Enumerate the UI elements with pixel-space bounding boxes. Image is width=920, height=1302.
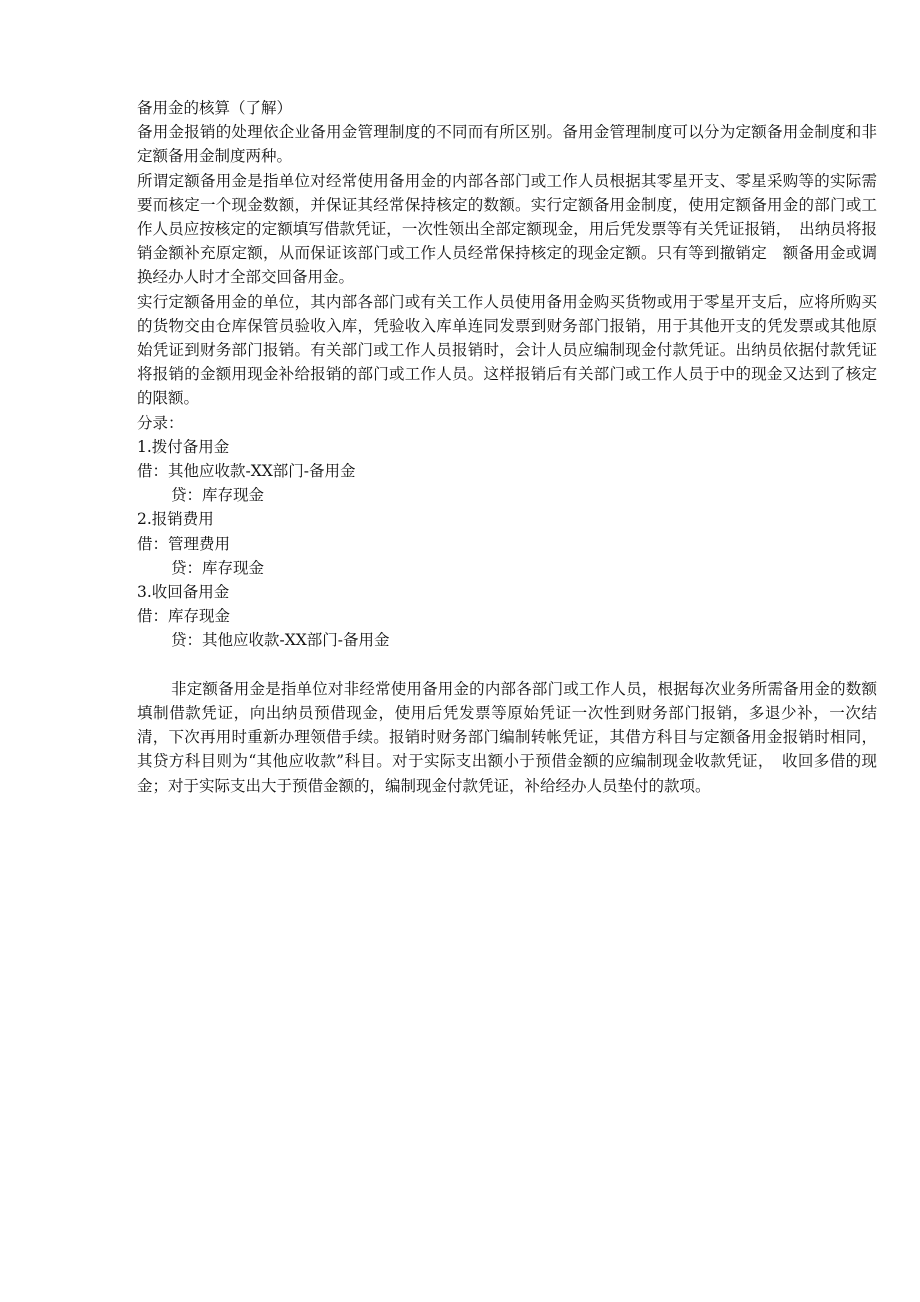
document-title: 备用金的核算（了解） (137, 99, 293, 117)
entry-credit: 贷：库存现金 (171, 558, 265, 577)
entry-credit: 贷：其他应收款-XX部门-备用金 (171, 631, 390, 650)
journal-entry-1 (137, 435, 877, 508)
entry-debit: 借：管理费用 (137, 534, 231, 553)
fixed-imprest-definition: 所谓定额备用金是指单位对经常使用备用金的内部各部门或工作人员根据其零星开支、零星采购等的实际需要而核定一个现金数额，并保证其经常保持核定的数额。实行定额备用金制度，使用定额备用金的部门或工作人员应按核定的定额填写借款凭证，一次性领出全部定额现金，用后凭发票等有关凭证报销， 出纳员将报销金额补充原定额，从而保证该部门或工作人员经常保持核定的现金定额。只有等到撤销定 额备用金或调换经办人时才全部交回备用金。 (137, 171, 877, 287)
document-page (137, 96, 877, 798)
entry-debit: 借：库存现金 (137, 607, 231, 626)
entry-credit: 贷：库存现金 (171, 486, 265, 505)
entry-heading: 1.拨付备用金 (137, 437, 230, 456)
journal-entry-3 (137, 580, 877, 653)
non-fixed-imprest-paragraph: 非定额备用金是指单位对非经常使用备用金的内部各部门或工作人员，根据每次业务所需备用金的数额填制借款凭证，向出纳员预借现金，使用后凭发票等原始凭证一次性到财务部门报销，多退少补，一次结清，下次再用时重新办理领借手续。报销时财务部门编制转帐凭证，其借方科目与定额备用金报销时相同，其贷方科目则为“其他应收款”科目。对于实际支出额小于预借金额的应编制现金收款凭证， 收回多借的现金；对于实际支出大于预借金额的，编制现金付款凭证，补给经办人员垫付的款项。 (137, 679, 877, 795)
fixed-imprest-process: 实行定额备用金的单位，其内部各部门或有关工作人员使用备用金购买货物或用于零星开支后，应将所购买的货物交由仓库保管员验收入库，凭验收入库单连同发票到财务部门报销，用于其他开支的凭发票或其他原始凭证到财务部门报销。有关部门或工作人员报销时，会计人员应编制现金付款凭证。出纳员依据付款凭证将报销的金额用现金补给报销的部门或工作人员。这样报销后有关部门或工作人员于中的现金又达到了核定的限额。 (137, 292, 877, 408)
entry-heading: 2.报销费用 (137, 510, 214, 529)
entry-debit: 借：其他应收款-XX部门-备用金 (137, 462, 356, 481)
blank-line (137, 653, 877, 677)
intro-paragraph: 备用金报销的处理依企业备用金管理制度的不同而有所区别。备用金管理制度可以分为定额备用金制度和非定额备用金制度两种。 (137, 123, 877, 166)
journal-entry-2 (137, 507, 877, 580)
entry-heading: 3.收回备用金 (137, 583, 230, 602)
entries-label: 分录： (137, 413, 184, 432)
